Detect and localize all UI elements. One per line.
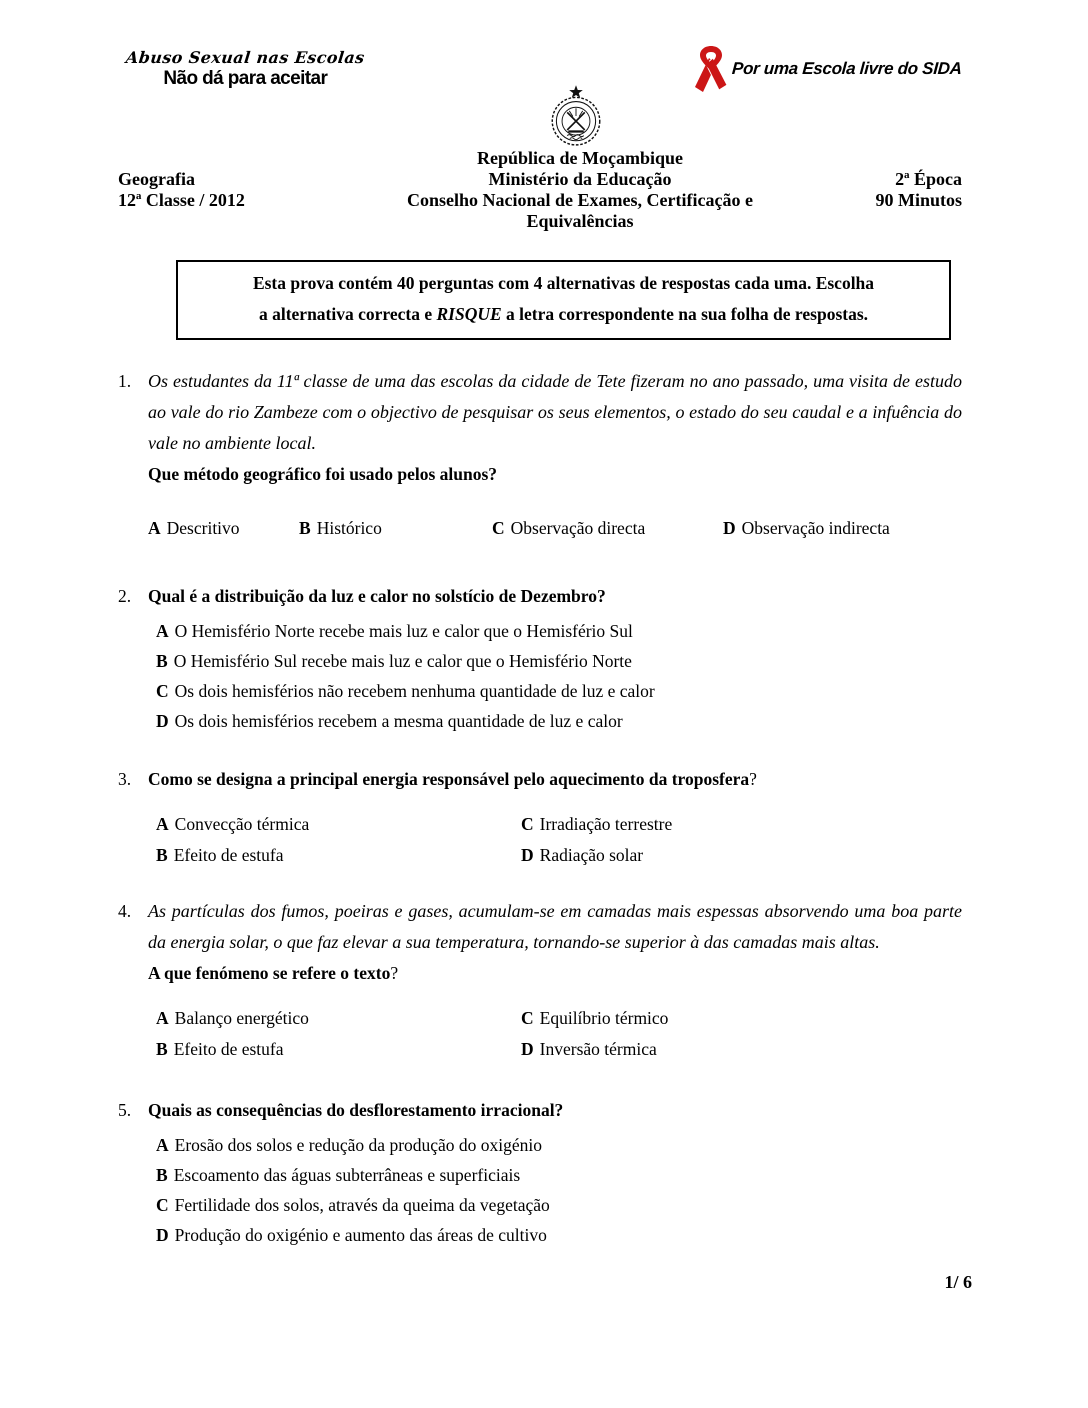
option-c <box>521 1003 962 1034</box>
option-letter: B <box>299 518 311 538</box>
option-letter: B <box>156 845 168 865</box>
question-number: 2. <box>118 586 132 606</box>
options-grid <box>148 809 962 871</box>
option-c <box>492 516 723 541</box>
question-1 <box>118 366 962 541</box>
question-intro: Os estudantes da 11ª classe de uma das escolas da cidade de Tete fizeram no ano passado, uma visita de estudo ao vale do rio Zambeze com o objectivo de pesquisar os seus elementos, o estado do seu caudal e a infuência do vale no ambiente local. <box>148 371 962 453</box>
subject-title: Geografia <box>118 169 195 189</box>
question-5 <box>118 1095 962 1250</box>
class-year: 12ª Classe / 2012 <box>118 190 245 210</box>
instructions-box <box>176 260 951 340</box>
option-letter: B <box>156 1039 168 1059</box>
option-text: Convecção térmica <box>174 814 310 834</box>
question-prompt: Qual é a distribuição da luz e calor no solstício de Dezembro? <box>148 586 606 606</box>
option-text: Efeito de estufa <box>173 1039 284 1059</box>
option-text: Radiação solar <box>539 845 644 865</box>
questions-list <box>118 366 962 1250</box>
question-prompt <box>148 958 962 989</box>
option-letter: A <box>156 814 169 834</box>
option-text: Equilíbrio térmico <box>539 1008 669 1028</box>
option-a <box>156 616 962 646</box>
country-title: República de Moçambique <box>476 148 683 168</box>
options-stack <box>148 1130 962 1250</box>
exam-header-right <box>792 148 962 232</box>
options-grid <box>148 1003 962 1065</box>
instructions-line2 <box>188 299 939 330</box>
option-letter: C <box>492 518 505 538</box>
option-text: Os dois hemisférios não recebem nenhuma quantidade de luz e calor <box>174 681 655 701</box>
ministry-title: Ministério da Educação <box>488 169 672 189</box>
options-stack <box>148 616 962 736</box>
option-text: Observação indirecta <box>741 518 890 538</box>
option-text: Os dois hemisférios recebem a mesma quantidade de luz e calor <box>174 711 623 731</box>
question-prompt-text: A que fenómeno se refere o texto <box>148 963 391 983</box>
question-number: 3. <box>118 769 132 789</box>
option-text: Efeito de estufa <box>173 845 284 865</box>
page-number: 1/ 6 <box>944 1272 972 1292</box>
option-letter: D <box>521 1039 534 1059</box>
option-letter: C <box>156 681 169 701</box>
option-letter: A <box>156 1008 169 1028</box>
option-d <box>521 840 962 871</box>
question-intro: As partículas dos fumos, poeiras e gases, acumulam-se em camadas mais espessas absorvendo uma boa parte da energia solar, o que faz elevar a sua temperatura, tornando-se superior à das camadas mais altas. <box>148 901 962 952</box>
option-text: Irradiação terrestre <box>539 814 673 834</box>
option-text: Observação directa <box>510 518 646 538</box>
option-letter: C <box>521 1008 534 1028</box>
option-letter: A <box>156 621 169 641</box>
option-a <box>156 1130 962 1160</box>
option-letter: B <box>156 1165 168 1185</box>
exam-header-left <box>118 148 368 232</box>
exam-header-center <box>368 148 792 232</box>
option-c <box>521 809 962 840</box>
option-b <box>156 1034 521 1065</box>
instructions-line2-after: a letra correspondente na sua folha de respostas. <box>501 304 869 324</box>
option-c <box>156 1190 962 1220</box>
campaign-left-line2: Não dá para aceitar <box>163 68 328 89</box>
option-letter: D <box>156 711 169 731</box>
option-b <box>299 516 492 541</box>
option-d <box>156 706 962 736</box>
option-b <box>156 840 521 871</box>
option-d <box>521 1034 962 1065</box>
option-d <box>156 1220 962 1250</box>
question-number: 1. <box>118 371 132 391</box>
option-b <box>156 646 962 676</box>
question-prompt: Quais as consequências do desflorestamento irracional? <box>148 1100 564 1120</box>
option-b <box>156 1160 962 1190</box>
option-letter: B <box>156 651 168 671</box>
question-prompt <box>148 764 962 795</box>
question-prompt-text: Como se designa a principal energia responsável pelo aquecimento da troposfera <box>148 769 750 789</box>
option-text: Erosão dos solos e redução da produção do oxigénio <box>174 1135 543 1155</box>
question-prompt-suffix: ? <box>749 769 757 789</box>
option-a <box>156 809 521 840</box>
question-number: 4. <box>118 901 132 921</box>
instructions-line2-before: a alternativa correcta e <box>258 304 437 324</box>
option-a <box>156 1003 521 1034</box>
option-text: Balanço energético <box>174 1008 309 1028</box>
question-number: 5. <box>118 1100 132 1120</box>
campaign-left-line1: Abuso Sexual nas Escolas <box>125 48 366 67</box>
option-text: O Hemisfério Sul recebe mais luz e calor que o Hemisfério Norte <box>173 651 632 671</box>
council-title: Conselho Nacional de Exames, Certificação e Equivalências <box>407 190 753 231</box>
option-text: Produção do oxigénio e aumento das áreas de cultivo <box>174 1225 547 1245</box>
option-a <box>148 516 299 541</box>
instructions-line1: Esta prova contém 40 perguntas com 4 alternativas de respostas cada uma. Escolha <box>252 273 875 293</box>
option-letter: D <box>521 845 534 865</box>
option-letter: D <box>156 1225 169 1245</box>
option-text: Inversão térmica <box>539 1039 657 1059</box>
option-text: Fertilidade dos solos, através da queima da vegetação <box>174 1195 550 1215</box>
question-prompt-suffix: ? <box>390 963 399 983</box>
options-row <box>148 516 962 541</box>
option-letter: C <box>521 814 534 834</box>
option-d <box>723 516 890 541</box>
question-prompt: Que método geográfico foi usado pelos alunos? <box>148 464 498 484</box>
question-2 <box>118 581 962 736</box>
question-3 <box>118 764 962 871</box>
option-text: Histórico <box>316 518 382 538</box>
question-4 <box>118 896 962 1065</box>
option-text: Escoamento das águas subterrâneas e superficiais <box>173 1165 521 1185</box>
option-text: O Hemisfério Norte recebe mais luz e calor que o Hemisfério Sul <box>174 621 633 641</box>
option-text: Descritivo <box>166 518 240 538</box>
option-letter: C <box>156 1195 169 1215</box>
option-letter: D <box>723 518 736 538</box>
exam-header <box>118 148 962 232</box>
instructions-emphasis: RISQUE <box>436 304 502 324</box>
option-c <box>156 676 962 706</box>
option-letter: A <box>156 1135 169 1155</box>
duration-label: 90 Minutos <box>875 190 962 210</box>
campaign-right-slogan: Por uma Escola livre do SIDA <box>731 59 963 78</box>
mozambique-emblem-icon <box>154 84 998 148</box>
session-label: 2ª Época <box>895 169 962 189</box>
option-letter: A <box>148 518 161 538</box>
